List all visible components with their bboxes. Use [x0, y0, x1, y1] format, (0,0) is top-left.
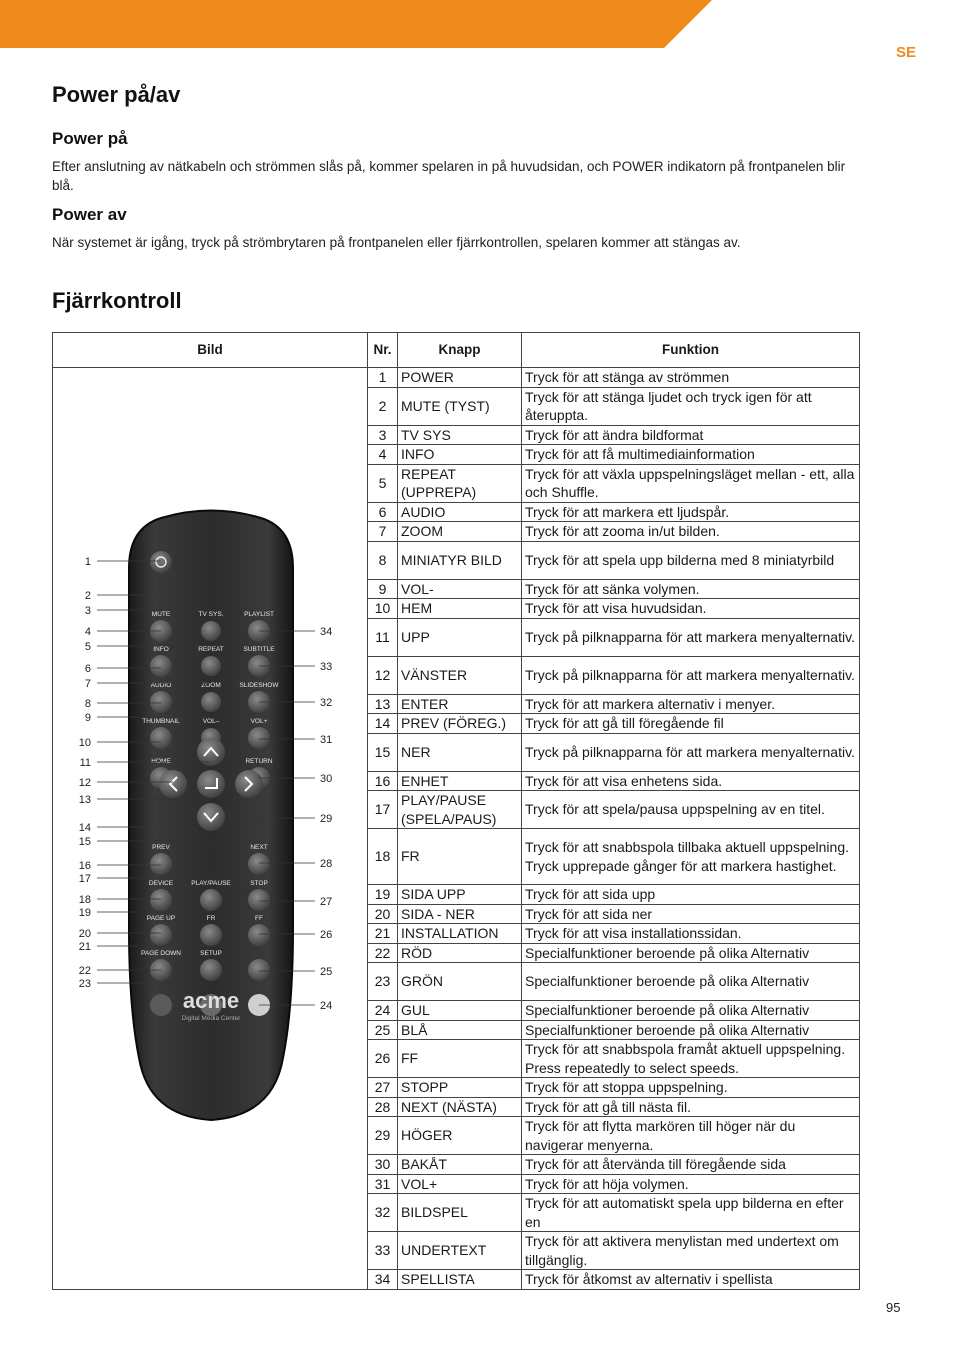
- cell-knapp: BLÅ: [398, 1020, 522, 1040]
- cell-nr: 2: [368, 387, 398, 425]
- power-button-shape: [150, 551, 172, 573]
- cell-nr: 26: [368, 1040, 398, 1078]
- cell-nr: 9: [368, 579, 398, 599]
- remote-button-label: PLAY/PAUSE: [191, 880, 231, 887]
- remote-button-shape: [248, 959, 270, 981]
- enter-button-shape: [197, 770, 225, 798]
- cell-nr: 30: [368, 1155, 398, 1175]
- cell-funktion: Tryck för att få multimediainformation: [522, 445, 860, 465]
- section-title-power: Power på/av: [52, 82, 181, 107]
- cell-nr: 32: [368, 1194, 398, 1232]
- remote-button-label: REPEAT: [198, 646, 224, 653]
- cell-knapp: UNDERTEXT: [398, 1232, 522, 1270]
- callout-number: 22: [78, 965, 91, 977]
- callout-number: 16: [78, 860, 91, 872]
- cell-nr: 11: [368, 618, 398, 656]
- cell-funktion: Tryck för att visa enhetens sida.: [522, 771, 860, 791]
- cell-nr: 17: [368, 791, 398, 829]
- cell-knapp: GUL: [398, 1001, 522, 1021]
- cell-knapp: INFO: [398, 445, 522, 465]
- cell-knapp: MUTE (TYST): [398, 387, 522, 425]
- remote-button-label: PLAYLIST: [244, 611, 274, 618]
- cell-knapp: AUDIO: [398, 502, 522, 522]
- callout-number: 27: [320, 896, 333, 908]
- remote-button-label: VOL+: [250, 718, 268, 725]
- header-funktion: Funktion: [522, 333, 860, 368]
- cell-funktion: Tryck för att stänga av strömmen: [522, 368, 860, 388]
- callout-number: 7: [84, 678, 91, 690]
- table-row: [53, 368, 860, 388]
- cell-nr: 1: [368, 368, 398, 388]
- remote-table: [52, 332, 860, 1290]
- cell-funktion: Tryck för att gå till föregående fil: [522, 714, 860, 734]
- language-code: SE: [896, 44, 917, 61]
- remote-button-label: FF: [255, 915, 263, 922]
- cell-funktion: Specialfunktioner beroende på olika Alternativ: [522, 963, 860, 1001]
- cell-knapp: NER: [398, 733, 522, 771]
- remote-button-label: THUMBNAIL: [142, 718, 180, 725]
- remote-button-label: STOP: [250, 880, 268, 887]
- callout-number: 3: [84, 605, 91, 617]
- cell-nr: 33: [368, 1232, 398, 1270]
- cell-nr: 6: [368, 502, 398, 522]
- cell-funktion: Tryck för att växla uppspelningsläget mellan - ett, alla och Shuffle.: [522, 464, 860, 502]
- cell-knapp: TV SYS: [398, 425, 522, 445]
- cell-knapp: VÄNSTER: [398, 656, 522, 694]
- cell-knapp: PLAY/PAUSE (SPELA/PAUS): [398, 791, 522, 829]
- remote-button-label: PAGE UP: [146, 915, 176, 922]
- cell-nr: 8: [368, 541, 398, 579]
- subtitle-power-off: Power av: [52, 205, 127, 224]
- cell-funktion: Tryck för att spela upp bilderna med 8 miniatyrbild: [522, 541, 860, 579]
- remote-button-label: FR: [206, 915, 216, 922]
- callout-number: 25: [320, 966, 333, 978]
- page-number: 95: [886, 1300, 901, 1315]
- cell-funktion: Tryck för att markera alternativ i menyer.: [522, 694, 860, 714]
- cell-funktion: Tryck för att sänka volymen.: [522, 579, 860, 599]
- remote-button-label: HOME: [151, 758, 171, 765]
- remote-button-label: PREV: [152, 844, 170, 851]
- cell-knapp: STOPP: [398, 1078, 522, 1098]
- callout-number: 26: [320, 929, 333, 941]
- callout-number: 18: [78, 894, 91, 906]
- cell-funktion: Tryck på pilknapparna för att markera menyalternativ.: [522, 618, 860, 656]
- cell-nr: 27: [368, 1078, 398, 1098]
- remote-logo-subtitle: Digital Media Center: [181, 1015, 241, 1022]
- cell-knapp: FR: [398, 829, 522, 885]
- callout-number: 2: [84, 590, 91, 602]
- cell-funktion: Tryck för att ändra bildformat: [522, 425, 860, 445]
- callout-number: 24: [320, 1000, 333, 1012]
- remote-button-shape: [201, 692, 221, 712]
- remote-button-shape: [200, 889, 222, 911]
- cell-nr: 15: [368, 733, 398, 771]
- table-header-row: [53, 333, 860, 368]
- cell-nr: 20: [368, 904, 398, 924]
- callout-number: 15: [78, 836, 91, 848]
- cell-knapp: ZOOM: [398, 522, 522, 542]
- cell-funktion: Tryck för att snabbspola tillbaka aktuell uppspelning. Tryck upprepade gånger för att markera hastighet.: [522, 829, 860, 885]
- remote-button-shape: [248, 924, 270, 946]
- cell-funktion: Specialfunktioner beroende på olika Alternativ: [522, 1001, 860, 1021]
- remote-control-image: [53, 368, 367, 1261]
- cell-funktion: Tryck för att sida upp: [522, 885, 860, 905]
- cell-funktion: Tryck för att flytta markören till höger när du navigerar menyerna.: [522, 1117, 860, 1155]
- remote-button-label: NEXT: [250, 844, 268, 851]
- cell-nr: 31: [368, 1174, 398, 1194]
- remote-button-shape: [150, 889, 172, 911]
- cell-nr: 24: [368, 1001, 398, 1021]
- cell-knapp: VOL-: [398, 579, 522, 599]
- cell-funktion: Tryck för att stänga ljudet och tryck igen för att återuppta.: [522, 387, 860, 425]
- cell-knapp: SIDA UPP: [398, 885, 522, 905]
- remote-button-shape: [201, 656, 221, 676]
- remote-button-label: SETUP: [200, 950, 222, 957]
- cell-funktion: Tryck för att visa huvudsidan.: [522, 599, 860, 619]
- remote-button-label: TV SYS.: [198, 611, 224, 618]
- right-button-shape: [235, 770, 263, 798]
- remote-logo: acme: [182, 988, 240, 1013]
- callout-number: 29: [320, 813, 333, 825]
- callout-number: 20: [78, 928, 91, 940]
- callout-number: 8: [84, 698, 91, 710]
- callout-number: 34: [320, 626, 333, 638]
- callout-number: 28: [320, 858, 333, 870]
- cell-nr: 7: [368, 522, 398, 542]
- cell-knapp: BAKÅT: [398, 1155, 522, 1175]
- text-power-on: Efter anslutning av nätkabeln och strömmen slås på, kommer spelaren in på huvudsidan, och POWER indikatorn på frontpanelen blir blå.: [52, 159, 846, 193]
- cell-knapp: HEM: [398, 599, 522, 619]
- cell-nr: 23: [368, 963, 398, 1001]
- callout-number: 21: [78, 941, 91, 953]
- callout-number: 14: [78, 822, 91, 834]
- remote-button-label: INFO: [153, 646, 169, 653]
- cell-nr: 10: [368, 599, 398, 619]
- remote-button-shape: [248, 889, 270, 911]
- cell-nr: 4: [368, 445, 398, 465]
- cell-funktion: Specialfunktioner beroende på olika Alternativ: [522, 943, 860, 963]
- remote-button-shape: [150, 655, 172, 677]
- cell-knapp: BILDSPEL: [398, 1194, 522, 1232]
- cell-knapp: VOL+: [398, 1174, 522, 1194]
- remote-button-label: MUTE: [151, 611, 171, 618]
- header-nr: Nr.: [368, 333, 398, 368]
- remote-button-shape: [150, 727, 172, 749]
- down-button-shape: [197, 803, 225, 831]
- cell-funktion: Tryck på pilknapparna för att markera menyalternativ.: [522, 656, 860, 694]
- cell-nr: 16: [368, 771, 398, 791]
- cell-funktion: Tryck för att aktivera menylistan med undertext om tillgänglig.: [522, 1232, 860, 1270]
- cell-knapp: MINIATYR BILD: [398, 541, 522, 579]
- remote-button-label: DEVICE: [148, 880, 174, 887]
- remote-button-shape: [150, 994, 172, 1016]
- subtitle-power-on: Power på: [52, 129, 128, 148]
- remote-image-cell: [53, 368, 368, 1290]
- remote-button-shape: [200, 924, 222, 946]
- callout-number: 9: [84, 712, 91, 724]
- cell-funktion: Tryck för att stoppa uppspelning.: [522, 1078, 860, 1098]
- cell-knapp: GRÖN: [398, 963, 522, 1001]
- cell-funktion: Specialfunktioner beroende på olika Alternativ: [522, 1020, 860, 1040]
- text-power-off: När systemet är igång, tryck på strömbrytaren på frontpanelen eller fjärrkontrollen, spelaren kommer att stängas av.: [52, 235, 741, 250]
- remote-button-shape: [200, 959, 222, 981]
- remote-button-label: AUDIO: [150, 682, 172, 689]
- cell-knapp: ENTER: [398, 694, 522, 714]
- cell-knapp: PREV (FÖREG.): [398, 714, 522, 734]
- callout-number: 12: [78, 777, 91, 789]
- callout-number: 31: [320, 734, 333, 746]
- cell-nr: 12: [368, 656, 398, 694]
- callout-number: 11: [79, 757, 91, 769]
- cell-nr: 34: [368, 1270, 398, 1290]
- cell-knapp: HÖGER: [398, 1117, 522, 1155]
- section-title-remote: Fjärrkontroll: [52, 288, 182, 313]
- cell-nr: 18: [368, 829, 398, 885]
- remote-button-label: SUBTITLE: [243, 646, 275, 653]
- remote-button-shape: [150, 853, 172, 875]
- remote-button-label: VOL–: [202, 718, 220, 725]
- callout-number: 17: [78, 873, 91, 885]
- remote-button-label: RETURN: [245, 758, 273, 765]
- cell-funktion: Tryck för att gå till nästa fil.: [522, 1097, 860, 1117]
- callout-number: 13: [78, 794, 91, 806]
- remote-button-shape: [248, 853, 270, 875]
- cell-funktion: Tryck för åtkomst av alternativ i spellista: [522, 1270, 860, 1290]
- cell-funktion: Tryck för att spela/pausa uppspelning av en titel.: [522, 791, 860, 829]
- cell-nr: 22: [368, 943, 398, 963]
- callout-number: 23: [78, 978, 91, 990]
- cell-funktion: Tryck för att sida ner: [522, 904, 860, 924]
- cell-nr: 13: [368, 694, 398, 714]
- cell-funktion: Tryck på pilknapparna för att markera menyalternativ.: [522, 733, 860, 771]
- cell-nr: 14: [368, 714, 398, 734]
- cell-funktion: Tryck för att återvända till föregående sida: [522, 1155, 860, 1175]
- remote-button-label: ZOOM: [201, 682, 221, 689]
- cell-nr: 19: [368, 885, 398, 905]
- cell-knapp: ENHET: [398, 771, 522, 791]
- cell-nr: 3: [368, 425, 398, 445]
- cell-nr: 28: [368, 1097, 398, 1117]
- cell-funktion: Tryck för att snabbspola framåt aktuell uppspelning. Press repeatedly to select speeds.: [522, 1040, 860, 1078]
- cell-nr: 21: [368, 924, 398, 944]
- header-knapp: Knapp: [398, 333, 522, 368]
- cell-knapp: INSTALLATION: [398, 924, 522, 944]
- callout-number: 32: [320, 697, 333, 709]
- cell-knapp: NEXT (NÄSTA): [398, 1097, 522, 1117]
- callout-number: 5: [84, 641, 91, 653]
- callout-number: 33: [320, 661, 333, 673]
- header-bild: Bild: [53, 333, 368, 368]
- cell-knapp: RÖD: [398, 943, 522, 963]
- cell-funktion: Tryck för att höja volymen.: [522, 1174, 860, 1194]
- cell-knapp: SPELLISTA: [398, 1270, 522, 1290]
- left-button-shape: [159, 770, 187, 798]
- cell-funktion: Tryck för att automatiskt spela upp bilderna en efter en: [522, 1194, 860, 1232]
- remote-button-shape: [150, 691, 172, 713]
- cell-nr: 29: [368, 1117, 398, 1155]
- callout-number: 19: [78, 907, 91, 919]
- callout-number: 10: [78, 737, 91, 749]
- cell-nr: 25: [368, 1020, 398, 1040]
- cell-funktion: Tryck för att zooma in/ut bilden.: [522, 522, 860, 542]
- remote-button-shape: [248, 727, 270, 749]
- remote-button-shape: [150, 924, 172, 946]
- cell-knapp: SIDA - NER: [398, 904, 522, 924]
- cell-knapp: UPP: [398, 618, 522, 656]
- cell-knapp: FF: [398, 1040, 522, 1078]
- cell-knapp: POWER: [398, 368, 522, 388]
- remote-button-label: PAGE DOWN: [141, 950, 181, 957]
- callout-number: 4: [84, 626, 91, 638]
- cell-knapp: REPEAT (UPPREPA): [398, 464, 522, 502]
- callout-number: 30: [320, 773, 333, 785]
- cell-nr: 5: [368, 464, 398, 502]
- remote-button-label: SLIDESHOW: [239, 682, 279, 689]
- remote-button-shape: [201, 621, 221, 641]
- header-banner: [0, 0, 954, 50]
- cell-funktion: Tryck för att markera ett ljudspår.: [522, 502, 860, 522]
- callout-number: 1: [84, 556, 91, 568]
- callout-number: 6: [84, 663, 91, 675]
- cell-funktion: Tryck för att visa installationssidan.: [522, 924, 860, 944]
